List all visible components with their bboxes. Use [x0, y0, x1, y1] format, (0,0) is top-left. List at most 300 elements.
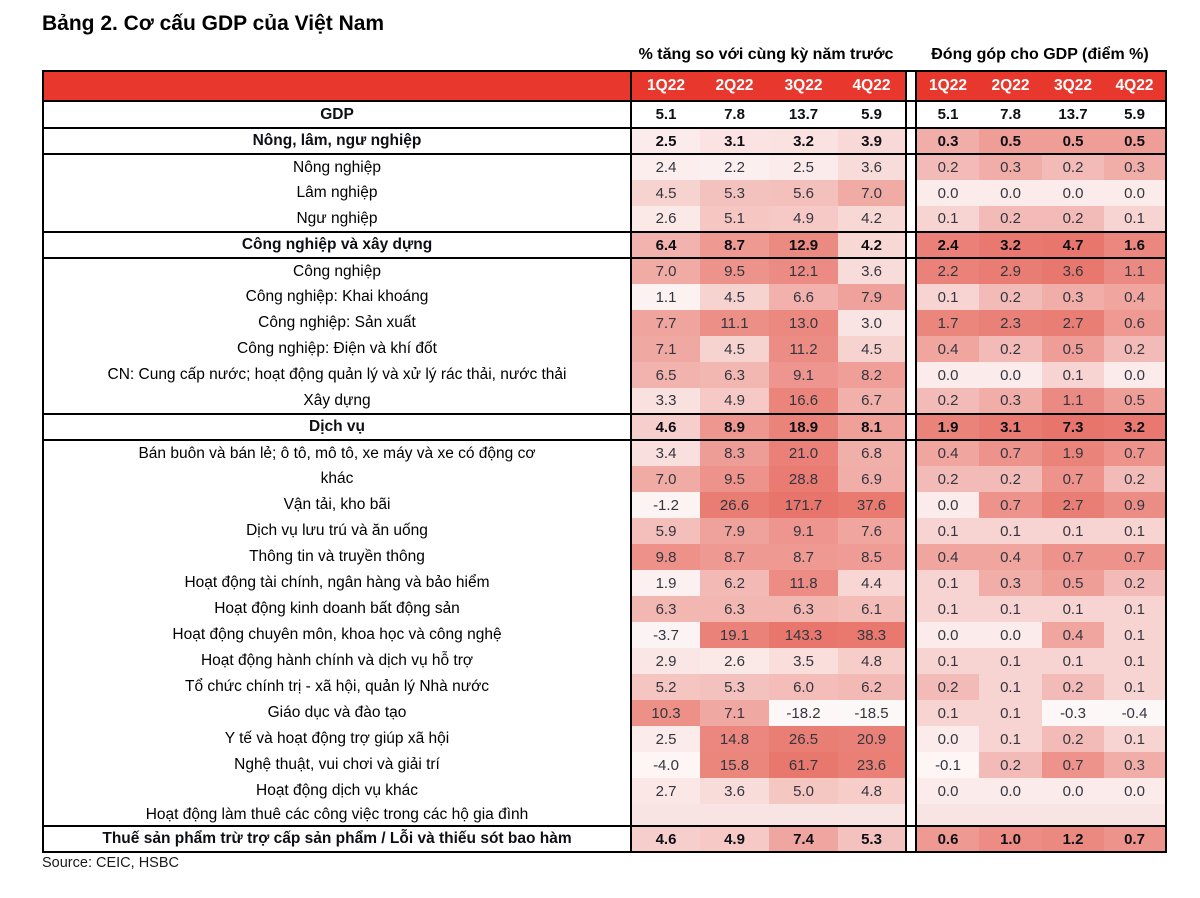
- row-label: Dịch vụ: [43, 414, 631, 440]
- col-header-contribution-1q22: 1Q22: [916, 71, 979, 101]
- cell-contribution-2q22: 0.3: [979, 388, 1042, 414]
- cell-growth-3q22: 61.7: [769, 752, 838, 778]
- cell-growth-2q22: 2.6: [700, 648, 769, 674]
- cell-growth-4q22: 6.8: [838, 440, 906, 466]
- table-row: [43, 310, 1166, 336]
- table-row: [43, 826, 1166, 852]
- cell-contribution-2q22: 0.2: [979, 466, 1042, 492]
- table-row: [43, 674, 1166, 700]
- row-label: Công nghiệp: Điện và khí đốt: [43, 336, 631, 362]
- contribution-group-header: Đóng góp cho GDP (điểm %): [931, 46, 1149, 63]
- cell-growth-2q22: 9.5: [700, 466, 769, 492]
- row-label: Xây dựng: [43, 388, 631, 414]
- group-spacer: [906, 206, 916, 232]
- cell-contribution-3q22: 0.2: [1042, 674, 1104, 700]
- cell-contribution-4q22: 0.7: [1104, 440, 1166, 466]
- cell-growth-3q22: 11.8: [769, 570, 838, 596]
- cell-contribution-4q22: 0.1: [1104, 518, 1166, 544]
- group-spacer: [906, 232, 916, 258]
- cell-growth-2q22: 3.6: [700, 778, 769, 804]
- cell-growth-2q22: 19.1: [700, 622, 769, 648]
- cell-growth-1q22: -4.0: [631, 752, 700, 778]
- row-label: Thuế sản phẩm trừ trợ cấp sản phẩm / Lỗi và thiếu sót bao hàm: [43, 826, 631, 852]
- cell-contribution-4q22: 0.1: [1104, 648, 1166, 674]
- cell-contribution-4q22: 1.6: [1104, 232, 1166, 258]
- group-spacer: [906, 414, 916, 440]
- row-label: Nông, lâm, ngư nghiệp: [43, 128, 631, 154]
- cell-growth-1q22: 2.5: [631, 128, 700, 154]
- cell-contribution-2q22: 0.3: [979, 154, 1042, 180]
- cell-growth-2q22: 11.1: [700, 310, 769, 336]
- cell-contribution-2q22: 0.0: [979, 778, 1042, 804]
- cell-contribution-3q22: 0.5: [1042, 128, 1104, 154]
- cell-growth-2q22: 3.1: [700, 128, 769, 154]
- cell-contribution-3q22: 1.2: [1042, 826, 1104, 852]
- cell-growth-1q22: [631, 804, 700, 826]
- cell-contribution-3q22: 0.0: [1042, 778, 1104, 804]
- cell-contribution-3q22: 1.1: [1042, 388, 1104, 414]
- cell-growth-3q22: 12.9: [769, 232, 838, 258]
- cell-growth-4q22: 7.0: [838, 180, 906, 206]
- cell-growth-1q22: 2.9: [631, 648, 700, 674]
- table-row: [43, 778, 1166, 804]
- table-row: [43, 570, 1166, 596]
- cell-growth-4q22: 3.6: [838, 154, 906, 180]
- cell-growth-2q22: 7.9: [700, 518, 769, 544]
- cell-contribution-1q22: 5.1: [916, 101, 979, 128]
- cell-contribution-2q22: 2.3: [979, 310, 1042, 336]
- cell-growth-2q22: 4.5: [700, 284, 769, 310]
- table-row: [43, 284, 1166, 310]
- row-label: Y tế và hoạt động trợ giúp xã hội: [43, 726, 631, 752]
- cell-growth-4q22: 5.9: [838, 101, 906, 128]
- cell-contribution-2q22: 0.2: [979, 752, 1042, 778]
- group-spacer: [906, 726, 916, 752]
- cell-growth-1q22: 7.0: [631, 258, 700, 284]
- cell-contribution-2q22: [979, 804, 1042, 826]
- cell-contribution-2q22: 0.2: [979, 336, 1042, 362]
- row-label: Công nghiệp: Sản xuất: [43, 310, 631, 336]
- cell-contribution-1q22: 0.4: [916, 336, 979, 362]
- cell-contribution-1q22: 0.0: [916, 492, 979, 518]
- cell-contribution-2q22: 1.0: [979, 826, 1042, 852]
- row-label: Hoạt động chuyên môn, khoa học và công nghệ: [43, 622, 631, 648]
- cell-contribution-4q22: 0.2: [1104, 570, 1166, 596]
- gdp-table: [42, 70, 1167, 853]
- table-row: [43, 700, 1166, 726]
- cell-growth-3q22: 6.6: [769, 284, 838, 310]
- source-note: Source: CEIC, HSBC: [42, 855, 179, 871]
- cell-contribution-4q22: 0.3: [1104, 752, 1166, 778]
- cell-contribution-1q22: 0.6: [916, 826, 979, 852]
- group-spacer: [906, 440, 916, 466]
- cell-contribution-1q22: 0.0: [916, 180, 979, 206]
- cell-growth-3q22: 13.7: [769, 101, 838, 128]
- cell-growth-3q22: 7.4: [769, 826, 838, 852]
- table-row: [43, 804, 1166, 826]
- cell-growth-4q22: 3.9: [838, 128, 906, 154]
- row-label: Giáo dục và đào tạo: [43, 700, 631, 726]
- cell-growth-3q22: 171.7: [769, 492, 838, 518]
- table-row: [43, 180, 1166, 206]
- group-spacer: [906, 128, 916, 154]
- cell-contribution-4q22: -0.4: [1104, 700, 1166, 726]
- cell-growth-1q22: 7.1: [631, 336, 700, 362]
- cell-contribution-2q22: 0.5: [979, 128, 1042, 154]
- table-row: [43, 726, 1166, 752]
- cell-contribution-3q22: 0.2: [1042, 726, 1104, 752]
- cell-contribution-3q22: 0.7: [1042, 752, 1104, 778]
- cell-growth-4q22: 4.8: [838, 778, 906, 804]
- cell-contribution-4q22: 0.1: [1104, 596, 1166, 622]
- group-spacer: [906, 362, 916, 388]
- cell-contribution-2q22: 0.1: [979, 674, 1042, 700]
- cell-contribution-4q22: 0.6: [1104, 310, 1166, 336]
- row-label: Hoạt động hành chính và dịch vụ hỗ trợ: [43, 648, 631, 674]
- cell-growth-2q22: 6.2: [700, 570, 769, 596]
- cell-contribution-3q22: 7.3: [1042, 414, 1104, 440]
- cell-growth-2q22: 26.6: [700, 492, 769, 518]
- cell-contribution-3q22: 2.7: [1042, 310, 1104, 336]
- cell-growth-3q22: 3.5: [769, 648, 838, 674]
- cell-contribution-2q22: 0.1: [979, 596, 1042, 622]
- cell-contribution-2q22: 0.2: [979, 284, 1042, 310]
- cell-growth-2q22: 8.9: [700, 414, 769, 440]
- cell-growth-1q22: 4.6: [631, 414, 700, 440]
- cell-contribution-3q22: 0.7: [1042, 466, 1104, 492]
- group-spacer: [906, 284, 916, 310]
- cell-growth-3q22: 5.6: [769, 180, 838, 206]
- table-row: [43, 596, 1166, 622]
- cell-contribution-1q22: 2.4: [916, 232, 979, 258]
- cell-growth-3q22: -18.2: [769, 700, 838, 726]
- table-row: [43, 518, 1166, 544]
- row-label: Hoạt động kinh doanh bất động sản: [43, 596, 631, 622]
- cell-growth-3q22: 16.6: [769, 388, 838, 414]
- cell-contribution-4q22: 0.4: [1104, 284, 1166, 310]
- row-label: Công nghiệp và xây dựng: [43, 232, 631, 258]
- cell-contribution-3q22: 3.6: [1042, 258, 1104, 284]
- row-label: GDP: [43, 101, 631, 128]
- cell-growth-1q22: 1.9: [631, 570, 700, 596]
- cell-contribution-1q22: 0.1: [916, 700, 979, 726]
- cell-growth-4q22: 6.1: [838, 596, 906, 622]
- cell-growth-1q22: 5.1: [631, 101, 700, 128]
- cell-growth-1q22: -1.2: [631, 492, 700, 518]
- cell-growth-1q22: 3.4: [631, 440, 700, 466]
- col-header-contribution-2q22: 2Q22: [979, 71, 1042, 101]
- cell-contribution-2q22: 3.1: [979, 414, 1042, 440]
- group-spacer: [906, 101, 916, 128]
- cell-contribution-4q22: 5.9: [1104, 101, 1166, 128]
- cell-contribution-1q22: 0.0: [916, 726, 979, 752]
- cell-growth-4q22: 6.7: [838, 388, 906, 414]
- table-row: [43, 232, 1166, 258]
- group-spacer: [906, 492, 916, 518]
- row-label: Công nghiệp: Khai khoáng: [43, 284, 631, 310]
- cell-growth-3q22: 13.0: [769, 310, 838, 336]
- cell-contribution-4q22: 0.0: [1104, 778, 1166, 804]
- cell-contribution-3q22: 13.7: [1042, 101, 1104, 128]
- cell-growth-4q22: 8.2: [838, 362, 906, 388]
- cell-contribution-3q22: 0.3: [1042, 284, 1104, 310]
- cell-growth-3q22: 9.1: [769, 362, 838, 388]
- cell-growth-1q22: 10.3: [631, 700, 700, 726]
- cell-growth-3q22: 2.5: [769, 154, 838, 180]
- group-spacer: [906, 804, 916, 826]
- cell-contribution-4q22: 0.2: [1104, 336, 1166, 362]
- group-spacer: [906, 544, 916, 570]
- group-spacer: [906, 752, 916, 778]
- table-row: [43, 414, 1166, 440]
- cell-contribution-3q22: 0.7: [1042, 544, 1104, 570]
- cell-contribution-3q22: 2.7: [1042, 492, 1104, 518]
- cell-contribution-4q22: [1104, 804, 1166, 826]
- cell-growth-1q22: 4.6: [631, 826, 700, 852]
- group-spacer: [906, 778, 916, 804]
- cell-contribution-1q22: 0.4: [916, 544, 979, 570]
- cell-growth-1q22: 4.5: [631, 180, 700, 206]
- cell-contribution-3q22: 0.5: [1042, 336, 1104, 362]
- cell-growth-3q22: 11.2: [769, 336, 838, 362]
- row-label: Nông nghiệp: [43, 154, 631, 180]
- quarter-header-row: [43, 71, 1166, 101]
- cell-growth-3q22: 6.3: [769, 596, 838, 622]
- cell-growth-3q22: 21.0: [769, 440, 838, 466]
- table-row: [43, 206, 1166, 232]
- cell-growth-3q22: 3.2: [769, 128, 838, 154]
- cell-growth-3q22: 6.0: [769, 674, 838, 700]
- cell-contribution-1q22: 0.0: [916, 778, 979, 804]
- cell-contribution-4q22: 0.0: [1104, 180, 1166, 206]
- cell-growth-4q22: [838, 804, 906, 826]
- cell-contribution-3q22: 0.5: [1042, 570, 1104, 596]
- cell-growth-4q22: 5.3: [838, 826, 906, 852]
- table-row: [43, 258, 1166, 284]
- cell-growth-3q22: 26.5: [769, 726, 838, 752]
- group-spacer: [906, 336, 916, 362]
- cell-contribution-2q22: 2.9: [979, 258, 1042, 284]
- cell-growth-2q22: [700, 804, 769, 826]
- cell-contribution-3q22: 0.1: [1042, 596, 1104, 622]
- cell-growth-4q22: 7.6: [838, 518, 906, 544]
- cell-contribution-3q22: -0.3: [1042, 700, 1104, 726]
- cell-contribution-3q22: 0.2: [1042, 154, 1104, 180]
- table-row: [43, 492, 1166, 518]
- group-spacer: [906, 648, 916, 674]
- group-spacer: [906, 388, 916, 414]
- cell-contribution-4q22: 1.1: [1104, 258, 1166, 284]
- cell-contribution-1q22: [916, 804, 979, 826]
- cell-growth-4q22: 3.0: [838, 310, 906, 336]
- cell-contribution-4q22: 3.2: [1104, 414, 1166, 440]
- cell-contribution-3q22: 0.1: [1042, 648, 1104, 674]
- growth-group-header: % tăng so với cùng kỳ năm trước: [638, 46, 894, 63]
- cell-contribution-3q22: 4.7: [1042, 232, 1104, 258]
- group-spacer: [906, 518, 916, 544]
- cell-contribution-3q22: 0.1: [1042, 362, 1104, 388]
- cell-contribution-4q22: 0.1: [1104, 726, 1166, 752]
- cell-contribution-1q22: 0.1: [916, 596, 979, 622]
- cell-growth-3q22: 9.1: [769, 518, 838, 544]
- cell-growth-3q22: [769, 804, 838, 826]
- row-label: Ngư nghiệp: [43, 206, 631, 232]
- table-row: [43, 128, 1166, 154]
- row-label: Hoạt động làm thuê các công việc trong các hộ gia đình: [43, 804, 631, 826]
- group-spacer: [906, 674, 916, 700]
- cell-contribution-3q22: 0.2: [1042, 206, 1104, 232]
- row-label: Bán buôn và bán lẻ; ô tô, mô tô, xe máy và xe có động cơ: [43, 440, 631, 466]
- cell-growth-2q22: 15.8: [700, 752, 769, 778]
- cell-contribution-1q22: 0.1: [916, 206, 979, 232]
- cell-contribution-1q22: 0.2: [916, 674, 979, 700]
- col-header-growth-2q22: 2Q22: [700, 71, 769, 101]
- group-spacer: [906, 700, 916, 726]
- table-row: [43, 336, 1166, 362]
- group-spacer: [906, 826, 916, 852]
- page-title: Bảng 2. Cơ cấu GDP của Việt Nam: [42, 12, 385, 35]
- cell-growth-1q22: 1.1: [631, 284, 700, 310]
- cell-contribution-2q22: 0.2: [979, 206, 1042, 232]
- cell-growth-2q22: 14.8: [700, 726, 769, 752]
- cell-growth-2q22: 4.5: [700, 336, 769, 362]
- cell-growth-2q22: 8.3: [700, 440, 769, 466]
- group-spacer: [906, 466, 916, 492]
- cell-growth-1q22: 2.4: [631, 154, 700, 180]
- cell-contribution-2q22: 0.1: [979, 700, 1042, 726]
- cell-growth-2q22: 7.1: [700, 700, 769, 726]
- cell-contribution-2q22: 0.0: [979, 362, 1042, 388]
- cell-growth-2q22: 5.1: [700, 206, 769, 232]
- row-label: CN: Cung cấp nước; hoạt động quản lý và xử lý rác thải, nước thải: [43, 362, 631, 388]
- cell-growth-2q22: 8.7: [700, 232, 769, 258]
- cell-contribution-2q22: 0.7: [979, 492, 1042, 518]
- cell-growth-4q22: 4.2: [838, 206, 906, 232]
- group-spacer: [906, 71, 916, 101]
- cell-growth-4q22: 6.9: [838, 466, 906, 492]
- cell-growth-3q22: 18.9: [769, 414, 838, 440]
- cell-contribution-1q22: 0.0: [916, 622, 979, 648]
- cell-contribution-1q22: 0.3: [916, 128, 979, 154]
- cell-contribution-1q22: 0.4: [916, 440, 979, 466]
- cell-growth-2q22: 7.8: [700, 101, 769, 128]
- row-label: Hoạt động dịch vụ khác: [43, 778, 631, 804]
- cell-contribution-2q22: 0.4: [979, 544, 1042, 570]
- row-label: Vận tải, kho bãi: [43, 492, 631, 518]
- cell-contribution-4q22: 0.1: [1104, 674, 1166, 700]
- cell-growth-3q22: 4.9: [769, 206, 838, 232]
- cell-growth-1q22: 2.6: [631, 206, 700, 232]
- cell-growth-1q22: -3.7: [631, 622, 700, 648]
- group-spacer: [906, 596, 916, 622]
- group-spacer: [906, 622, 916, 648]
- cell-contribution-1q22: 2.2: [916, 258, 979, 284]
- cell-growth-3q22: 28.8: [769, 466, 838, 492]
- cell-contribution-1q22: 0.1: [916, 284, 979, 310]
- cell-contribution-2q22: 3.2: [979, 232, 1042, 258]
- cell-growth-4q22: 3.6: [838, 258, 906, 284]
- cell-contribution-3q22: 0.0: [1042, 180, 1104, 206]
- cell-growth-3q22: 12.1: [769, 258, 838, 284]
- cell-growth-4q22: 4.2: [838, 232, 906, 258]
- row-label: Hoạt động tài chính, ngân hàng và bảo hiểm: [43, 570, 631, 596]
- cell-contribution-4q22: 0.5: [1104, 388, 1166, 414]
- cell-growth-2q22: 6.3: [700, 362, 769, 388]
- cell-contribution-2q22: 0.1: [979, 648, 1042, 674]
- cell-growth-1q22: 6.3: [631, 596, 700, 622]
- col-header-growth-3q22: 3Q22: [769, 71, 838, 101]
- cell-growth-2q22: 2.2: [700, 154, 769, 180]
- cell-contribution-3q22: 1.9: [1042, 440, 1104, 466]
- cell-contribution-1q22: 0.1: [916, 518, 979, 544]
- cell-contribution-2q22: 7.8: [979, 101, 1042, 128]
- cell-contribution-2q22: 0.7: [979, 440, 1042, 466]
- label-column-header: [43, 71, 631, 101]
- cell-growth-1q22: 7.0: [631, 466, 700, 492]
- cell-growth-3q22: 143.3: [769, 622, 838, 648]
- cell-contribution-1q22: 1.7: [916, 310, 979, 336]
- table-row: [43, 648, 1166, 674]
- row-label: Thông tin và truyền thông: [43, 544, 631, 570]
- cell-growth-4q22: 7.9: [838, 284, 906, 310]
- cell-growth-2q22: 4.9: [700, 388, 769, 414]
- cell-growth-1q22: 5.9: [631, 518, 700, 544]
- cell-growth-1q22: 7.7: [631, 310, 700, 336]
- table-row: [43, 466, 1166, 492]
- cell-growth-1q22: 9.8: [631, 544, 700, 570]
- table-row: [43, 440, 1166, 466]
- cell-contribution-3q22: [1042, 804, 1104, 826]
- cell-growth-2q22: 9.5: [700, 258, 769, 284]
- cell-growth-1q22: 6.4: [631, 232, 700, 258]
- cell-growth-4q22: 4.4: [838, 570, 906, 596]
- cell-contribution-4q22: 0.7: [1104, 826, 1166, 852]
- cell-contribution-1q22: 0.2: [916, 154, 979, 180]
- cell-contribution-2q22: 0.0: [979, 622, 1042, 648]
- cell-growth-2q22: 8.7: [700, 544, 769, 570]
- cell-contribution-1q22: 0.0: [916, 362, 979, 388]
- cell-growth-2q22: 5.3: [700, 674, 769, 700]
- group-spacer: [906, 154, 916, 180]
- cell-growth-4q22: 8.1: [838, 414, 906, 440]
- cell-growth-1q22: 2.5: [631, 726, 700, 752]
- cell-contribution-4q22: 0.0: [1104, 362, 1166, 388]
- cell-growth-2q22: 4.9: [700, 826, 769, 852]
- cell-contribution-4q22: 0.3: [1104, 154, 1166, 180]
- cell-contribution-4q22: 0.5: [1104, 128, 1166, 154]
- group-spacer: [906, 258, 916, 284]
- cell-growth-4q22: 38.3: [838, 622, 906, 648]
- cell-growth-3q22: 5.0: [769, 778, 838, 804]
- cell-contribution-2q22: 0.1: [979, 726, 1042, 752]
- table-row: [43, 752, 1166, 778]
- table-row: [43, 154, 1166, 180]
- row-label: Tổ chức chính trị - xã hội, quản lý Nhà nước: [43, 674, 631, 700]
- cell-contribution-2q22: 0.1: [979, 518, 1042, 544]
- cell-contribution-4q22: 0.9: [1104, 492, 1166, 518]
- table-row: [43, 101, 1166, 128]
- cell-contribution-2q22: 0.0: [979, 180, 1042, 206]
- row-label: Nghệ thuật, vui chơi và giải trí: [43, 752, 631, 778]
- cell-contribution-1q22: -0.1: [916, 752, 979, 778]
- cell-contribution-4q22: 0.2: [1104, 466, 1166, 492]
- cell-growth-4q22: 4.8: [838, 648, 906, 674]
- cell-growth-3q22: 8.7: [769, 544, 838, 570]
- cell-growth-4q22: 23.6: [838, 752, 906, 778]
- cell-growth-4q22: 20.9: [838, 726, 906, 752]
- cell-contribution-1q22: 1.9: [916, 414, 979, 440]
- table-row: [43, 544, 1166, 570]
